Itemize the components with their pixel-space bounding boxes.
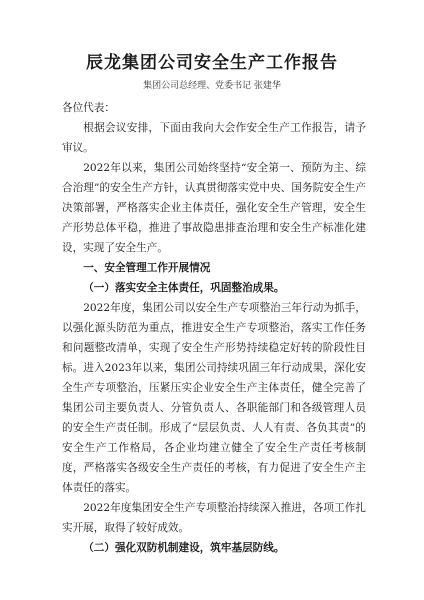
paragraph: 2022年以来，集团公司始终坚持“安全第一、预防为主、综合治理”的安全生产方针，认真贯彻落实党中央、国务院安全生产决策部署，严格落实企业主体责任，强化安全生产管理，安全生产形势总体平稳，推进了事故隐患排查治理和安全生产标准化建设，实现了安全生产。 [62,162,366,254]
subsection-heading: （二）强化双防机制建设，筑牢基层防线。 [83,542,285,554]
section-heading: 一、安全管理工作开展情况 [83,262,211,274]
document-title: 辰龙集团公司安全生产工作报告 [86,53,338,73]
subsection-heading: （一）落实安全主体责任，巩固整治成果。 [83,282,285,294]
document-byline: 集团公司总经理、党委书记 张建华 [143,81,281,91]
paragraph: 2022年度集团安全生产专项整治持续深入推进，各项工作扎实开展，取得了较好成效。 [62,502,366,534]
salutation: 各位代表： [62,102,115,114]
document-body [62,98,366,558]
paragraph: 2022年度，集团公司以安全生产专项整治三年行动为抓手，以强化源头防范为重点，推进安全生产专项整治，落实工作任务和问题整改清单，实现了安全生产形势持续稳定好转的阶段性目标。进入2023年以来，集团公司持续巩固三年行动成果，深化安全生产专项整治，压紧压实企业安全生产主体责任，健全完善了集团公司主要负责人、分管负责人、各职能部门和各级管理人员的安全生产责任制。形成了“层层负责、人人有责、各负其责”的安全生产工作格局，各企业均建立健全了安全生产责任考核制度，严格落实各级安全生产责任的考核，有力促进了安全生产主体责任的落实。 [62,302,366,494]
paragraph: 根据会议安排，下面由我向大会作安全生产工作报告，请予审议。 [62,122,366,154]
